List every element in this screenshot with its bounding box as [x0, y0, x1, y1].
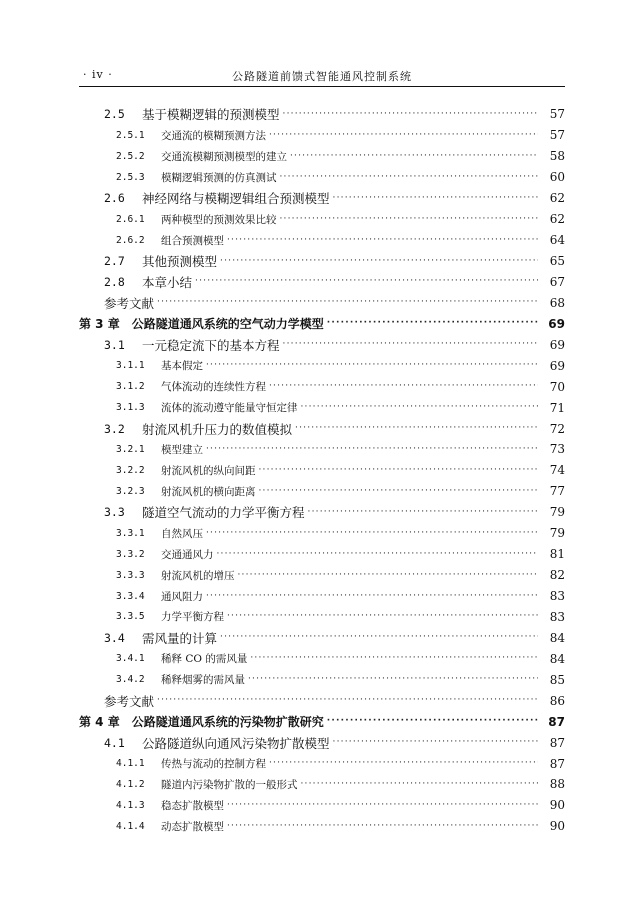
- toc-entry-number: 3.1.2: [116, 381, 145, 393]
- dot-leader: [269, 759, 538, 768]
- dot-leader: [220, 633, 538, 642]
- toc-entry-title: 隧道空气流动的力学平衡方程: [142, 505, 305, 521]
- toc-entry-title: 传热与流动的控制方程: [161, 758, 266, 771]
- toc-entry-title: 流体的流动遵守能量守恒定律: [161, 402, 298, 415]
- toc-entry-number: 2.5.2: [116, 150, 145, 162]
- toc-section-entry[interactable]: [79, 209, 565, 230]
- toc-entry-title: 力学平衡方程: [161, 611, 224, 624]
- dot-leader: [250, 654, 538, 663]
- toc-entry-page: 60: [549, 170, 565, 185]
- toc-references-entry[interactable]: [79, 690, 565, 711]
- dot-leader: [333, 194, 538, 203]
- toc-entry-title: 模型建立: [161, 443, 203, 456]
- toc-entry-title: 交通流的模糊预测方法: [161, 129, 266, 142]
- toc-entry-number: 3.4: [104, 630, 125, 645]
- toc-entry-title: 射流风机的增压: [161, 569, 235, 582]
- toc-entry-page: 72: [549, 421, 565, 436]
- dot-leader: [227, 822, 538, 831]
- toc-entry-page: 69: [549, 337, 565, 352]
- toc-chapter-entry[interactable]: [79, 711, 565, 732]
- dot-leader: [206, 592, 538, 601]
- toc-entry-page: 62: [549, 212, 565, 227]
- toc-entry-number: 3.3: [104, 505, 125, 520]
- toc-entry-number: 3.1.3: [116, 402, 145, 414]
- toc-entry-page: 86: [549, 693, 565, 708]
- toc-entry-title: 隧道内污染物扩散的一般形式: [161, 778, 298, 791]
- dot-leader: [259, 487, 539, 496]
- toc-entry-number: 2.5.1: [116, 129, 145, 141]
- toc-entry-page: 90: [549, 798, 565, 813]
- toc-section-entry[interactable]: [79, 481, 565, 502]
- toc-entry-page: 79: [549, 505, 565, 520]
- toc-section-entry[interactable]: [79, 544, 565, 565]
- toc-entry-title: 射流风机的横向距离: [161, 485, 256, 498]
- toc-section-entry[interactable]: [79, 230, 565, 251]
- toc-entry-page: 57: [549, 107, 565, 122]
- toc-entry-number: 3.2.1: [116, 443, 145, 455]
- toc-section-entry[interactable]: [79, 104, 565, 125]
- toc-entry-page: 82: [549, 568, 565, 583]
- dot-leader: [290, 152, 538, 161]
- toc-entry-number: 4.1.4: [116, 820, 145, 832]
- toc-entry-page: 84: [549, 630, 565, 645]
- toc-entry-page: 71: [549, 400, 565, 415]
- toc-entry-title: 需风量的计算: [142, 630, 218, 646]
- toc-section-entry[interactable]: [79, 460, 565, 481]
- running-header: [79, 66, 565, 87]
- dot-leader: [283, 110, 538, 119]
- toc-entry-number: 2.6: [104, 191, 125, 206]
- toc-section-entry[interactable]: [79, 334, 565, 355]
- toc-entry-page: 85: [549, 672, 565, 687]
- dot-leader: [259, 466, 539, 475]
- toc-entry-title: 参考文献: [104, 295, 155, 311]
- toc-section-entry[interactable]: [79, 795, 565, 816]
- dot-leader: [269, 131, 538, 140]
- dot-leader: [220, 257, 538, 266]
- toc-entry-page: 57: [549, 128, 565, 143]
- toc-section-entry[interactable]: [79, 816, 565, 837]
- toc-section-entry[interactable]: [79, 272, 565, 293]
- dot-leader: [217, 550, 539, 559]
- toc-section-entry[interactable]: [79, 586, 565, 607]
- toc-entry-number: 2.5: [104, 107, 125, 122]
- toc-entry-number: 3.3.1: [116, 527, 145, 539]
- toc-chapter-entry[interactable]: [79, 313, 565, 334]
- toc-entry-page: 90: [549, 819, 565, 834]
- toc-entry-page: 68: [549, 295, 565, 310]
- toc-entry-number: 4.1: [104, 735, 125, 750]
- toc-entry-title: 公路隧道纵向通风污染物扩散模型: [142, 735, 330, 751]
- toc-entry-title: 稀释烟雾的需风量: [161, 674, 245, 687]
- dot-leader: [248, 675, 538, 684]
- dot-leader: [295, 424, 538, 433]
- toc-section-entry[interactable]: [79, 523, 565, 544]
- toc-entry-title: 基本假定: [161, 360, 203, 373]
- toc-entry-number: 3.2: [104, 421, 125, 436]
- toc-entry-title: 稳态扩散模型: [161, 799, 224, 812]
- toc-section-entry[interactable]: [79, 607, 565, 628]
- dot-leader: [157, 696, 538, 705]
- toc-entry-page: 88: [549, 777, 565, 792]
- toc-entry-page: 77: [549, 484, 565, 499]
- toc-entry-title: 公路隧道通风系统的空气动力学模型: [131, 317, 324, 332]
- dot-leader: [327, 319, 538, 328]
- toc-entry-title: 基于模糊逻辑的预测模型: [142, 107, 280, 123]
- toc-entry-title: 组合预测模型: [161, 234, 224, 247]
- toc-entry-page: 70: [549, 379, 565, 394]
- toc-section-entry[interactable]: [79, 418, 565, 439]
- toc-section-entry[interactable]: [79, 251, 565, 272]
- toc-entry-number: 2.5.3: [116, 171, 145, 183]
- toc-section-entry[interactable]: [79, 648, 565, 669]
- dot-leader: [206, 361, 538, 370]
- toc-entry-page: 67: [549, 274, 565, 289]
- toc-entry-page: 87: [549, 756, 565, 771]
- toc-entry-page: 58: [549, 149, 565, 164]
- dot-leader: [280, 215, 539, 224]
- toc-entry-number: 4.1.1: [116, 758, 145, 770]
- toc-entry-title: 动态扩散模型: [161, 820, 224, 833]
- toc-entry-page: 73: [549, 442, 565, 457]
- table-of-contents: [79, 104, 565, 837]
- dot-leader: [206, 529, 538, 538]
- toc-entry-page: 83: [549, 589, 565, 604]
- toc-entry-page: 69: [548, 316, 565, 331]
- toc-entry-number: 3.4.1: [116, 653, 145, 665]
- toc-entry-number: 第 3 章: [79, 317, 120, 332]
- dot-leader: [227, 801, 538, 810]
- toc-entry-number: 3.1: [104, 337, 125, 352]
- toc-entry-page: 74: [549, 463, 565, 478]
- toc-entry-title: 神经网络与模糊逻辑组合预测模型: [142, 191, 330, 207]
- toc-entry-title: 自然风压: [161, 527, 203, 540]
- dot-leader: [157, 298, 538, 307]
- dot-leader: [308, 508, 538, 517]
- toc-entry-page: 64: [549, 233, 565, 248]
- toc-section-entry[interactable]: [79, 565, 565, 586]
- toc-entry-page: 87: [549, 735, 565, 750]
- dot-leader: [269, 382, 538, 391]
- toc-entry-title: 本章小结: [142, 274, 193, 290]
- toc-entry-number: 3.1.1: [116, 360, 145, 372]
- toc-entry-number: 3.3.5: [116, 611, 145, 623]
- toc-entry-number: 3.4.2: [116, 674, 145, 686]
- toc-entry-number: 3.3.2: [116, 548, 145, 560]
- toc-section-entry[interactable]: [79, 732, 565, 753]
- toc-entry-title: 稀释 CO 的需风量: [161, 653, 248, 666]
- toc-section-entry[interactable]: [79, 146, 565, 167]
- toc-entry-number: 3.3.4: [116, 590, 145, 602]
- toc-entry-title: 气体流动的连续性方程: [161, 381, 266, 394]
- toc-entry-number: 2.6.2: [116, 234, 145, 246]
- toc-entry-number: 4.1.2: [116, 778, 145, 790]
- dot-leader: [333, 738, 538, 747]
- toc-entry-page: 87: [548, 714, 565, 729]
- toc-entry-title: 参考文献: [104, 693, 155, 709]
- toc-section-entry[interactable]: [79, 502, 565, 523]
- toc-entry-number: 3.2.3: [116, 485, 145, 497]
- toc-section-entry[interactable]: [79, 669, 565, 690]
- toc-entry-page: 62: [549, 191, 565, 206]
- toc-entry-page: 83: [549, 609, 565, 624]
- dot-leader: [301, 780, 539, 789]
- toc-entry-number: 3.2.2: [116, 464, 145, 476]
- toc-section-entry[interactable]: [79, 439, 565, 460]
- toc-section-entry[interactable]: [79, 355, 565, 376]
- dot-leader: [206, 445, 538, 454]
- toc-section-entry[interactable]: [79, 376, 565, 397]
- toc-entry-number: 3.3.3: [116, 569, 145, 581]
- toc-entry-title: 其他预测模型: [142, 254, 218, 270]
- toc-entry-title: 公路隧道通风系统的污染物扩散研究: [131, 715, 324, 730]
- dot-leader: [327, 717, 538, 726]
- toc-entry-number: 2.6.1: [116, 213, 145, 225]
- toc-section-entry[interactable]: [79, 188, 565, 209]
- toc-references-entry[interactable]: [79, 292, 565, 313]
- toc-section-entry[interactable]: [79, 125, 565, 146]
- dot-leader: [238, 571, 539, 580]
- toc-section-entry[interactable]: [79, 397, 565, 418]
- dot-leader: [280, 173, 539, 182]
- toc-entry-title: 模糊逻辑预测的仿真测试: [161, 171, 277, 184]
- toc-entry-title: 交通流模糊预测模型的建立: [161, 150, 287, 163]
- toc-entry-page: 65: [549, 254, 565, 269]
- dot-leader: [301, 403, 539, 412]
- toc-section-entry[interactable]: [79, 774, 565, 795]
- toc-entry-title: 交通通风力: [161, 548, 214, 561]
- toc-entry-page: 84: [549, 651, 565, 666]
- toc-entry-number: 2.7: [104, 254, 125, 269]
- running-title: 公路隧道前馈式智能通风控制系统: [232, 70, 412, 83]
- toc-entry-number: 4.1.3: [116, 799, 145, 811]
- toc-entry-title: 射流风机的纵向间距: [161, 464, 256, 477]
- toc-entry-title: 两种模型的预测效果比较: [161, 213, 277, 226]
- toc-section-entry[interactable]: [79, 167, 565, 188]
- toc-entry-page: 81: [549, 547, 565, 562]
- toc-entry-number: 第 4 章: [79, 715, 120, 730]
- toc-entry-title: 射流风机升压力的数值模拟: [142, 421, 293, 437]
- page-number: · iv ·: [83, 68, 113, 81]
- dot-leader: [227, 236, 538, 245]
- toc-section-entry[interactable]: [79, 627, 565, 648]
- dot-leader: [195, 277, 538, 286]
- toc-entry-title: 一元稳定流下的基本方程: [142, 337, 280, 353]
- toc-entry-page: 69: [549, 358, 565, 373]
- toc-section-entry[interactable]: [79, 753, 565, 774]
- dot-leader: [227, 612, 538, 621]
- toc-entry-page: 79: [549, 526, 565, 541]
- toc-entry-number: 2.8: [104, 274, 125, 289]
- dot-leader: [283, 340, 538, 349]
- toc-entry-title: 通风阻力: [161, 590, 203, 603]
